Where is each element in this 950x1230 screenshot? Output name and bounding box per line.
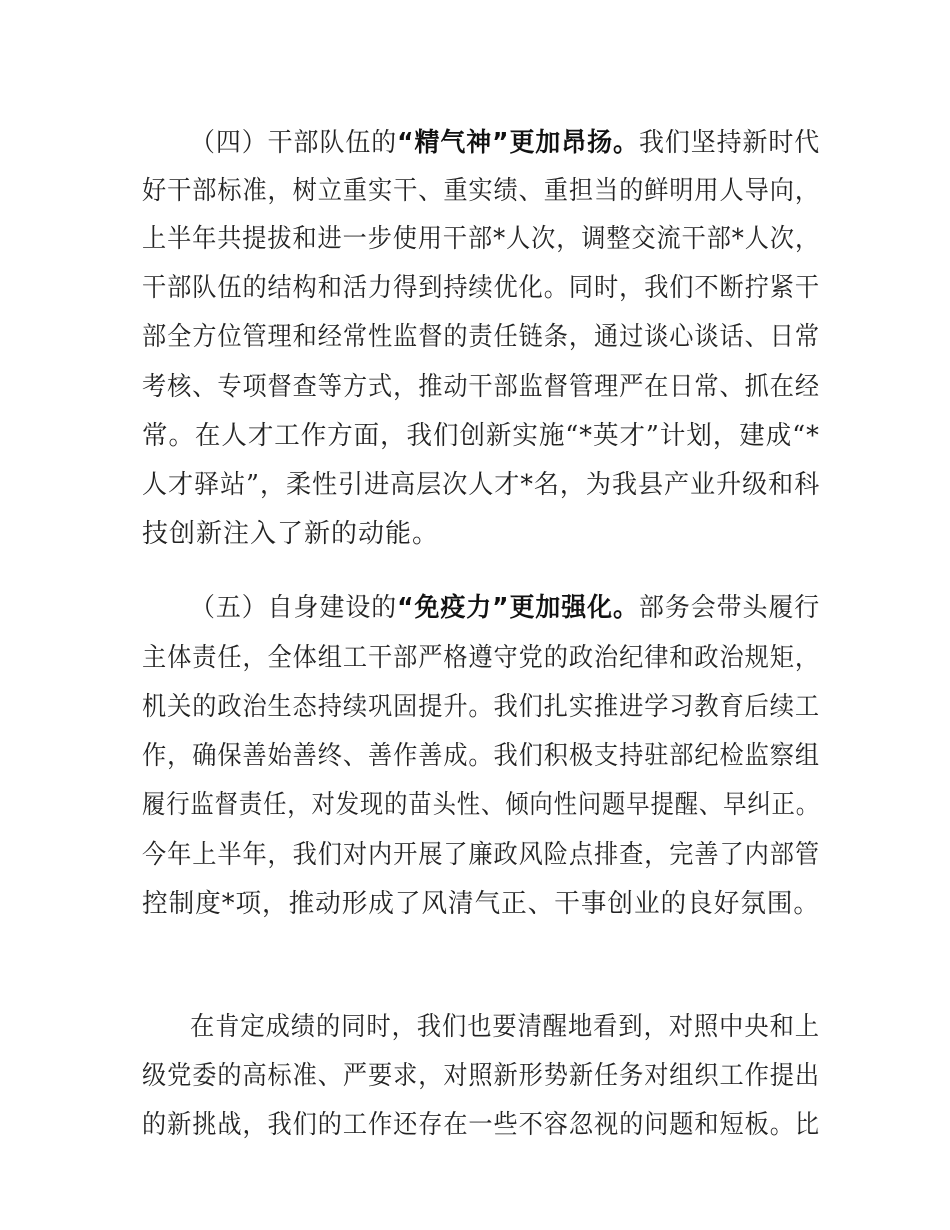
heading-prefix: （四）干部队伍的 (190, 128, 398, 158)
text-line: 在肯定成绩的同时，我们也要清醒地看到，对照中央和上 (190, 1012, 820, 1042)
text-line: 履行监督责任，对发现的苗头性、倾向性问题早提醒、早纠正。 (142, 790, 820, 820)
text-line: 好干部标准，树立重实干、重实绩、重担当的鲜明用人导向， (142, 176, 820, 206)
text-line: 干部队伍的结构和活力得到持续优化。同时，我们不断拧紧干 (142, 273, 820, 303)
heading-bold: “精气神”更加昂扬。 (397, 128, 639, 158)
text-line: 控制度*项，推动形成了风清气正、干事创业的良好氛围。 (142, 889, 820, 919)
text-line: 部全方位管理和经常性监督的责任链条，通过谈心谈话、日常 (142, 322, 820, 352)
heading-line (190, 126, 820, 160)
text-line: 级党委的高标准、严要求，对照新形势新任务对组织工作提出 (142, 1061, 820, 1091)
heading-bold: “免疫力”更加强化。 (397, 593, 639, 623)
text-line: 常。在人才工作方面，我们创新实施“*英才”计划，建成“* (142, 421, 820, 451)
text-line: 考核、专项督查等方式，推动干部监督管理严在日常、抓在经 (142, 372, 820, 402)
text-line: 主体责任，全体组工干部严格遵守党的政治纪律和政治规矩， (142, 643, 820, 673)
heading-suffix: 部务会带头履行 (638, 593, 821, 623)
text-line: 的新挑战，我们的工作还存在一些不容忽视的问题和短板。比 (142, 1110, 820, 1140)
heading-prefix: （五）自身建设的 (190, 593, 398, 623)
text-line: 今年上半年，我们对内开展了廉政风险点排查，完善了内部管 (142, 840, 820, 870)
text-line: 作，确保善始善终、善作善成。我们积极支持驻部纪检监察组 (142, 741, 820, 771)
text-line: 技创新注入了新的动能。 (142, 519, 440, 549)
text-line: 人才驿站”，柔性引进高层次人才*名，为我县产业升级和科 (142, 470, 821, 500)
text-line: 上半年共提拔和进一步使用干部*人次，调整交流干部*人次， (142, 224, 821, 254)
heading-suffix: 我们坚持新时代 (638, 128, 821, 158)
heading-line (190, 591, 820, 625)
text-line: 机关的政治生态持续巩固提升。我们扎实推进学习教育后续工 (142, 692, 820, 722)
